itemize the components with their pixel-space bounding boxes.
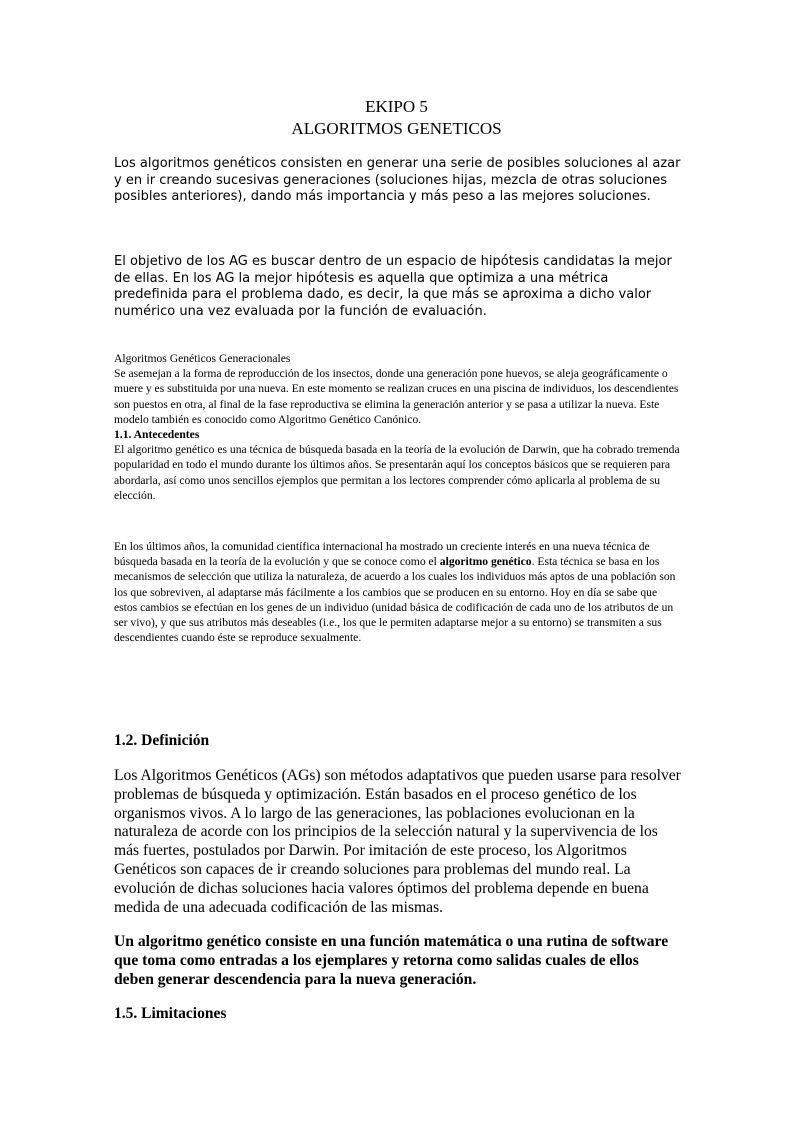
generational-title: Algoritmos Genéticos Generacionales bbox=[114, 352, 291, 365]
document-title-line-1: EKIPO 5 bbox=[365, 97, 428, 116]
generational-text: Se asemejan a la forma de reproducción de los insectos, donde una generación pone huevos, se aleja geográficamente o muere y es substituida por una nueva. En este momento se realizan cruces en una piscina de individuos, los descendientes son puestos en otra, al final de la fase reproductiva se elimina la generación anterior y se pasa a utilizar la nueva. Este modelo también es conocido como Algoritmo Genético Canónico. bbox=[114, 367, 679, 426]
definicion-heading: 1.2. Definición bbox=[114, 732, 210, 749]
objective-paragraph: El objetivo de los AG es buscar dentro de un espacio de hipótesis candidatas la mejor de ellas. En los AG la mejor hipótesis es aquella que optimiza a una métrica predefinida para el problema dado, es decir, la que más se aproxima a dicho valor numérico una vez evaluada por la función de evaluación. bbox=[114, 254, 672, 319]
document-title-line-2: ALGORITMOS GENETICOS bbox=[291, 119, 502, 138]
intro-paragraph: Los algoritmos genéticos consisten en generar una serie de posibles soluciones al azar y en ir creando sucesivas generaciones (soluciones hijas, mezcla de otras soluciones posibles anteriores), dando más importancia y más peso a las mejores soluciones. bbox=[114, 156, 681, 205]
bold-statement: Un algoritmo genético consiste en una función matemática o una rutina de software que toma como entradas a los ejemplares y retorna como salidas cuales de ellos deben generar descendencia para la nueva generación. bbox=[114, 933, 669, 988]
community-text-bold: algoritmo genético bbox=[439, 555, 532, 569]
community-paragraph bbox=[114, 539, 682, 645]
generational-section bbox=[114, 351, 682, 503]
community-text-after: . Esta técnica se basa en los mecanismos de selección que utiliza la naturaleza, de acuerdo a los cuales los individuos más aptos de una población son los que sobreviven, al adaptarse más fácilmente a los cambios que se producen en su entorno. Hoy en día se sabe que estos cambios se efectúan en los genes de un individuo (unidad básica de codificación de cada uno de los atributos de un ser vivo), y que sus atributos más deseables (i.e., los que le permiten adaptarse mejor a su entorno) se transmiten a sus descendientes cuando éste se reproduce sexualmente. bbox=[114, 555, 676, 645]
definicion-paragraph: Los Algoritmos Genéticos (AGs) son métodos adaptativos que pueden usarse para resolver problemas de búsqueda y optimización. Están basados en el proceso genético de los organismos vivos. A lo largo de las generaciones, las poblaciones evolucionan en la naturaleza de acorde con los principios de la selección natural y la supervivencia de los más fuertes, postulados por Darwin. Por imitación de este proceso, los Algoritmos Genéticos son capaces de ir creando soluciones para problemas del mundo real. La evolución de dichas soluciones hacia valores óptimos del problema depende en buena medida de una adecuada codificación de las mismas. bbox=[114, 767, 681, 916]
antecedentes-text: El algoritmo genético es una técnica de búsqueda basada en la teoría de la evolución de Darwin, que ha cobrado tremenda popularidad en todo el mundo durante los últimos años. Se presentarán aquí los conceptos básicos que se requieren para abordarla, así como unos sencillos ejemplos que permitan a los lectores comprender cómo aplicarla al problema de su elección. bbox=[114, 443, 680, 502]
community-text-before: En los últimos años, la comunidad científica internacional ha mostrado un creciente interés en una nueva técnica de búsqueda basada en la teoría de la evolución y que se conoce como el bbox=[114, 540, 650, 569]
limitaciones-heading: 1.5. Limitaciones bbox=[114, 1005, 227, 1022]
antecedentes-heading: 1.1. Antecedentes bbox=[114, 428, 200, 442]
